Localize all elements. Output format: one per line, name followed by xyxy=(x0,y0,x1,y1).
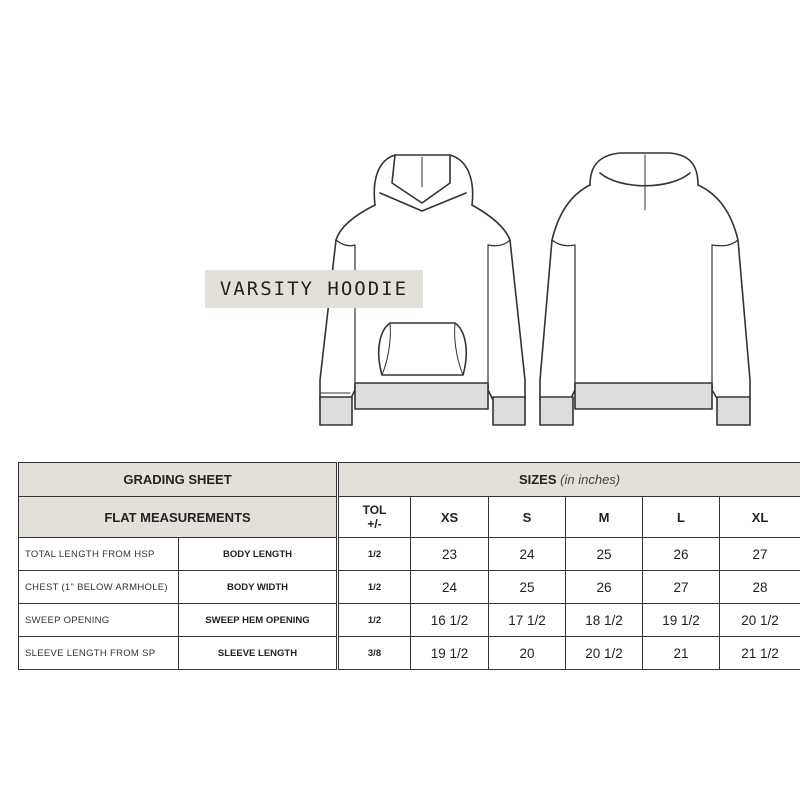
value-s: 25 xyxy=(489,571,566,604)
value-l: 26 xyxy=(643,538,720,571)
value-l: 21 xyxy=(643,637,720,670)
row-tolerance: 1/2 xyxy=(339,571,411,604)
value-xs: 24 xyxy=(411,571,489,604)
row-description: SLEEVE LENGTH FROM SP xyxy=(19,637,179,670)
row-description: SWEEP OPENING xyxy=(19,604,179,637)
row-description: TOTAL LENGTH FROM HSP xyxy=(19,538,179,571)
size-header-xs: XS xyxy=(411,497,489,538)
row-tolerance: 3/8 xyxy=(339,637,411,670)
size-header-l: L xyxy=(643,497,720,538)
product-title-plate xyxy=(205,270,423,308)
value-xs: 23 xyxy=(411,538,489,571)
hoodie-back-icon xyxy=(540,153,750,425)
value-xl: 20 1/2 xyxy=(720,604,800,637)
table-row xyxy=(19,538,800,571)
value-l: 27 xyxy=(643,571,720,604)
sizes-unit: (in inches) xyxy=(560,472,621,487)
value-m: 26 xyxy=(566,571,643,604)
value-m: 20 1/2 xyxy=(566,637,643,670)
grading-sheet-table xyxy=(18,462,800,670)
value-xl: 28 xyxy=(720,571,800,604)
flat-measurements-label: FLAT MEASUREMENTS xyxy=(19,497,337,538)
row-measurement: SWEEP HEM OPENING xyxy=(179,604,337,637)
value-s: 17 1/2 xyxy=(489,604,566,637)
value-m: 18 1/2 xyxy=(566,604,643,637)
row-tolerance: 1/2 xyxy=(339,604,411,637)
size-header-xl: XL xyxy=(720,497,800,538)
value-l: 19 1/2 xyxy=(643,604,720,637)
value-xl: 27 xyxy=(720,538,800,571)
value-xs: 19 1/2 xyxy=(411,637,489,670)
header-row-2 xyxy=(19,497,800,538)
row-measurement: BODY WIDTH xyxy=(179,571,337,604)
row-measurement: BODY LENGTH xyxy=(179,538,337,571)
table-row xyxy=(19,604,800,637)
table-row xyxy=(19,571,800,604)
row-tolerance: 1/2 xyxy=(339,538,411,571)
size-header-m: M xyxy=(566,497,643,538)
tolerance-header-line1: TOL xyxy=(362,503,387,517)
value-s: 20 xyxy=(489,637,566,670)
row-description: CHEST (1" BELOW ARMHOLE) xyxy=(19,571,179,604)
sizes-label: SIZES xyxy=(518,472,557,487)
sizes-header xyxy=(339,463,800,497)
grading-sheet-label: GRADING SHEET xyxy=(19,463,337,497)
value-xs: 16 1/2 xyxy=(411,604,489,637)
size-header-s: S xyxy=(489,497,566,538)
value-xl: 21 1/2 xyxy=(720,637,800,670)
header-row-1 xyxy=(19,463,800,497)
value-s: 24 xyxy=(489,538,566,571)
row-measurement: SLEEVE LENGTH xyxy=(179,637,337,670)
tolerance-header-line2: +/- xyxy=(367,517,382,531)
value-m: 25 xyxy=(566,538,643,571)
product-title: VARSITY HOODIE xyxy=(219,278,409,300)
tolerance-header xyxy=(339,497,411,538)
table-row xyxy=(19,637,800,670)
